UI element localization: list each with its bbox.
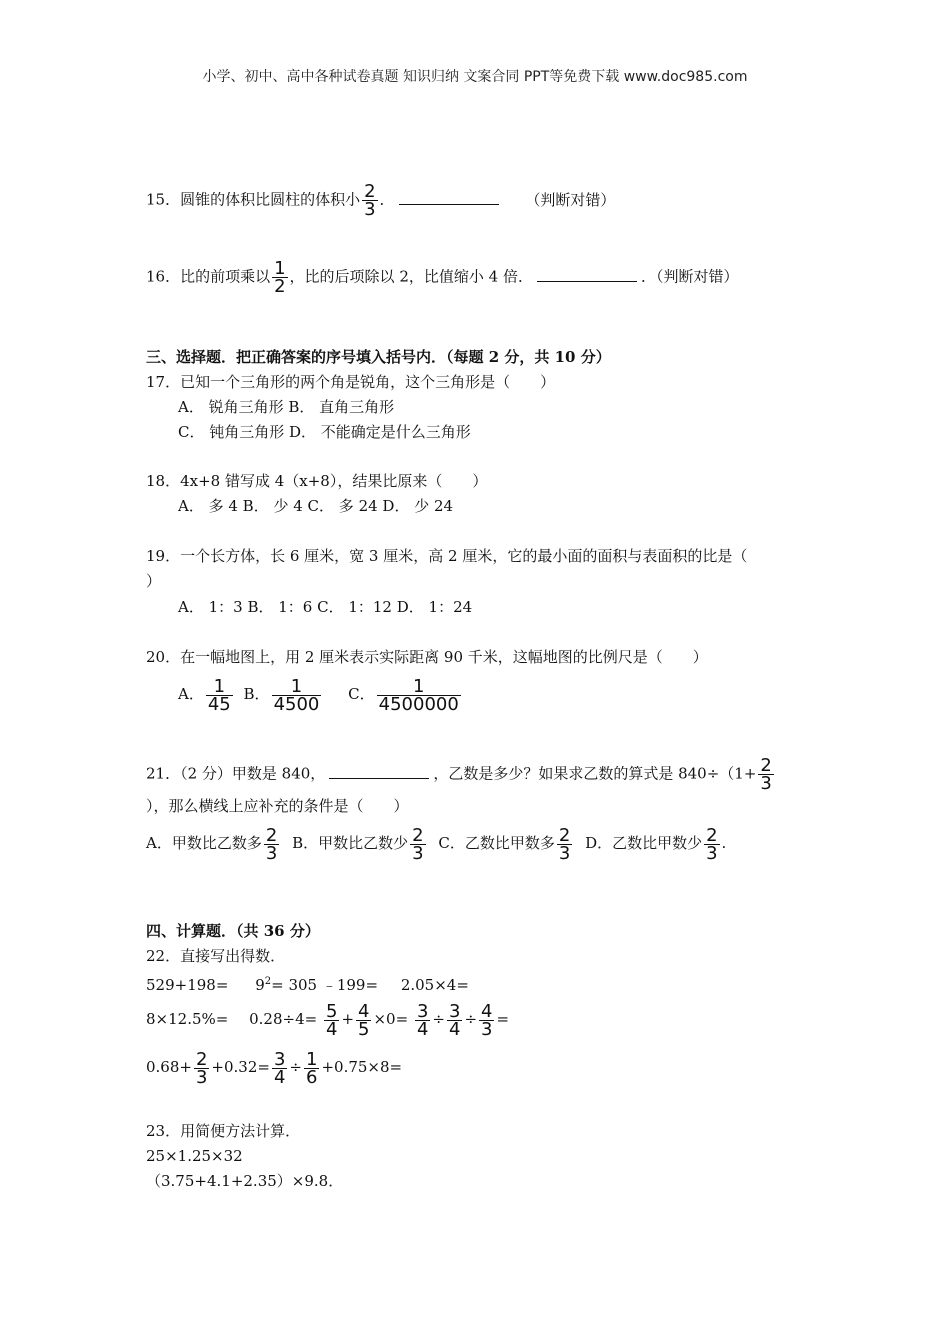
question-18-options: A． 多 4 B． 少 4 C． 多 24 D． 少 24: [178, 497, 454, 515]
question-16: 16．比的前项乘以 $\frac{1}{2}$ ，比的后项除以 2，比值缩小 4 倍． ．（判断对错）: [146, 258, 739, 297]
fraction: $\frac{2}{3}$: [412, 824, 424, 864]
fraction: $\frac{4}{5}$: [358, 1000, 370, 1040]
question-20: 20．在一幅地图上，用 2 厘米表示实际距离 90 千米，这幅地图的比例尺是（ ）: [146, 648, 708, 666]
page-header: 小学、初中、高中各种试卷真题 知识归纳 文案合同 PPT等免费下载 www.doc985.com: [202, 69, 748, 85]
question-18: 18．4x+8 错写成 4（x+8），结果比原来（ ）: [146, 472, 488, 490]
section-4-title: 四、计算题．（共 36 分）: [146, 922, 320, 940]
question-19-options: A． 1：3 B． 1：6 C． 1：12 D． 1：24: [178, 598, 473, 616]
question-19: 19．一个长方体，长 6 厘米，宽 3 厘米，高 2 厘米，它的最小面的面积与表面积的比是（: [146, 547, 748, 565]
fraction: $\frac{3}{4}$: [448, 1000, 461, 1040]
answer-blank[interactable]: [329, 764, 429, 779]
fraction: $\frac{4}{3}$: [481, 1000, 493, 1040]
question-22-row-3: 0.68+ $\frac{2}{3}$ +0.32= $\frac{3}{4}$ ÷ $\frac{1}{6}$ +0.75×8=: [146, 1048, 403, 1088]
fraction: $\frac{3}{4}$: [273, 1048, 286, 1088]
question-22: 22．直接写出得数．: [146, 947, 286, 965]
question-22-row-2: 8×12.5%= 0.28÷4= $\frac{5}{4}$ + $\frac{4}{5}$ ×0= $\frac{3}{4}$ ÷ $\frac{3}{4}$ ÷ $\frac{4}{3}$ =: [146, 1000, 510, 1040]
fraction: $\frac{2}{3}$: [265, 824, 278, 864]
fraction: $\frac{1}{2}$: [274, 258, 286, 297]
fraction: $\frac{1}{6}$: [306, 1048, 318, 1088]
question-21-cont: ），那么横线上应补充的条件是（ ）: [146, 797, 409, 815]
section-3-title: 三、选择题．把正确答案的序号填入括号内．（每题 2 分，共 10 分）: [146, 348, 611, 366]
question-15: 15．圆锥的体积比圆柱的体积小 $\frac{2}{3}$ ． （判断对错）: [146, 181, 616, 220]
fraction: $\frac{2}{3}$: [760, 755, 772, 794]
fraction: $\frac{1}{4500000}$: [378, 675, 459, 715]
question-23-line-1: 25×1.25×32: [146, 1147, 243, 1165]
question-20-options: A． $\frac{1}{45}$ B． $\frac{1}{4500}$ C． $\frac{1}{4500000}$: [178, 675, 459, 715]
fraction: $\frac{2}{3}$: [195, 1048, 208, 1088]
question-21: 21．（2 分）甲数是 840， ，乙数是多少？如果求乙数的算式是 840÷（1+ $\frac{2}{3}$: [146, 755, 772, 794]
fraction: $\frac{5}{4}$: [326, 1000, 338, 1040]
fraction: $\frac{2}{3}$: [558, 824, 571, 864]
answer-blank[interactable]: [537, 267, 637, 282]
question-19-cont: ）: [146, 572, 162, 590]
question-23-line-2: （3.75+4.1+2.35）×9.8．: [146, 1172, 344, 1190]
fraction: $\frac{3}{4}$: [416, 1000, 429, 1040]
fraction: $\frac{2}{3}$: [706, 824, 718, 864]
fraction: $\frac{2}{3}$: [364, 181, 376, 220]
question-23: 23．用简便方法计算．: [146, 1122, 301, 1140]
fraction: $\frac{1}{45}$: [207, 675, 231, 715]
question-17: 17．已知一个三角形的两个角是锐角，这个三角形是（ ）: [146, 373, 556, 391]
answer-blank[interactable]: [399, 190, 499, 205]
question-17-options-ab: A． 锐角三角形 B． 直角三角形: [178, 398, 395, 416]
question-22-row-1: $529+198= 9^2= 305$ ﹣199= 2.05×4=: [146, 976, 469, 994]
fraction: $\frac{1}{4500}$: [273, 675, 320, 715]
question-17-options-cd: C． 钝角三角形 D． 不能确定是什么三角形: [178, 423, 471, 441]
question-21-options: A．甲数比乙数多 $\frac{2}{3}$ B．甲数比乙数少 $\frac{2}{3}$ C．乙数比甲数多 $\frac{2}{3}$ D．乙数比甲数少 $\frac{2}{3}$ .: [146, 824, 727, 864]
